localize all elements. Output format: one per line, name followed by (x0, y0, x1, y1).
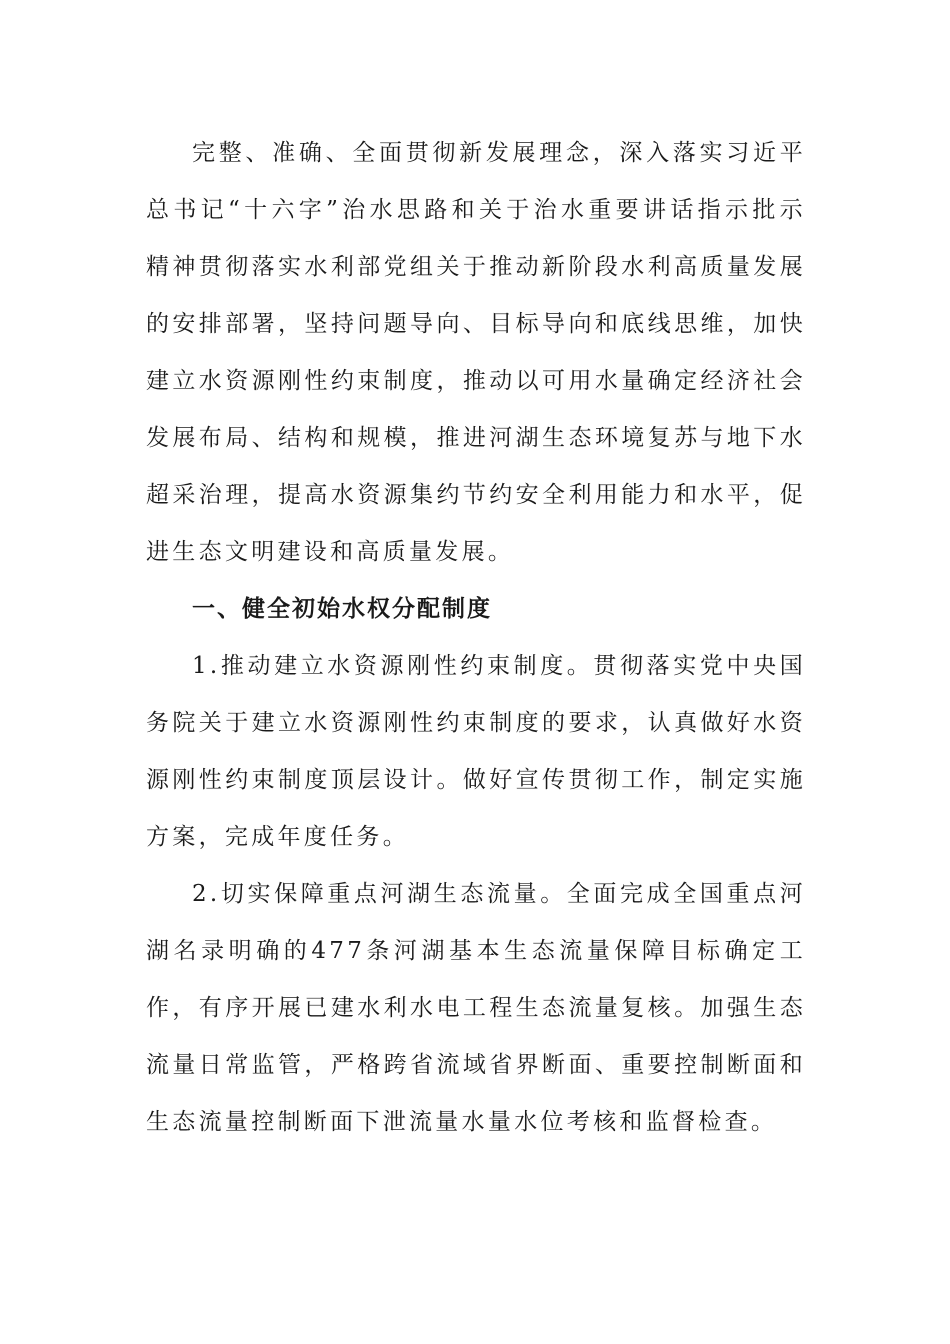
document-body (146, 125, 806, 1151)
section-heading: 一、健全初始水权分配制度 (192, 596, 492, 622)
intro-paragraph: 完整、准确、全面贯彻新发展理念，深入落实习近平总书记“十六字”治水思路和关于治水重要讲话指示批示精神贯彻落实水利部党组关于推动新阶段水利高质量发展的安排部署，坚持问题导向、目标导向和底线思维，加快建立水资源刚性约束制度，推动以可用水量确定经济社会发展布局、结构和规模，推进河湖生态环境复苏与地下水超采治理，提高水资源集约节约安全利用能力和水平，促进生态文明建设和高质量发展。 (146, 140, 806, 565)
item-paragraph-2: 2.切实保障重点河湖生态流量。全面完成全国重点河湖名录明确的477条河湖基本生态流量保障目标确定工作，有序开展已建水利水电工程生态流量复核。加强生态流量日常监管，严格跨省流域省界断面、重要控制断面和生态流量控制断面下泄流量水量水位考核和监督检查。 (146, 881, 806, 1135)
item-paragraph-1: 1.推动建立水资源刚性约束制度。贯彻落实党中央国务院关于建立水资源刚性约束制度的要求，认真做好水资源刚性约束制度顶层设计。做好宣传贯彻工作，制定实施方案，完成年度任务。 (146, 653, 806, 850)
